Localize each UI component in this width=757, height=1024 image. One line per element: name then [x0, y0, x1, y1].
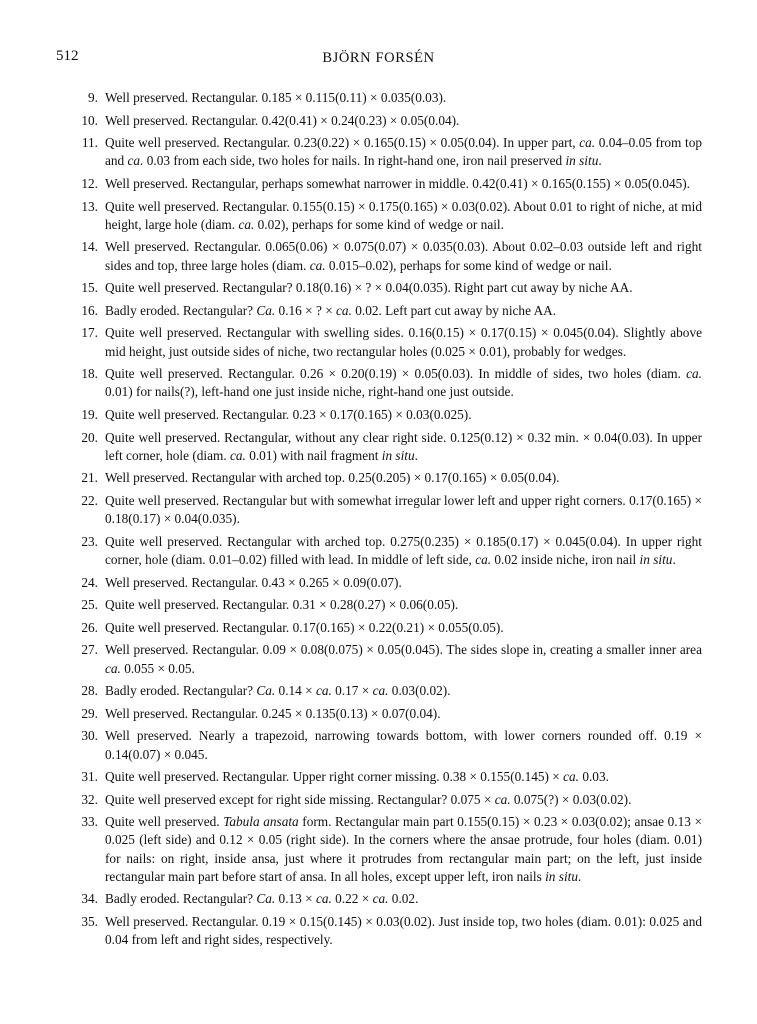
- entry-number: 19.: [81, 406, 98, 422]
- entry-text: Quite well preserved. Rectangular with swelling sides. 0.16(0.15) × 0.17(0.15) × 0.045(0.04). Slightly above mid height, just outside sides of niche, two rectangular holes (0.025 × 0.01), probably for wedges.: [105, 325, 702, 359]
- entry-number: 33.: [81, 814, 98, 830]
- entry-text: Badly eroded. Rectangular? Ca. 0.13 × ca. 0.22 × ca. 0.02.: [105, 891, 419, 907]
- entry-number: 9.: [88, 90, 98, 105]
- catalogue-entry: [56, 112, 702, 130]
- entry-number: 26.: [81, 619, 98, 635]
- italic-term: ca.: [686, 366, 702, 382]
- catalogue-entry: [56, 813, 702, 886]
- entry-text: Quite well preserved. Rectangular but with somewhat irregular lower left and upper right corners. 0.17(0.165) × 0.18(0.17) × 0.04(0.035).: [105, 492, 702, 527]
- entry-text: Quite well preserved. Rectangular. 0.26 × 0.20(0.19) × 0.05(0.03). In middle of sides, two holes (diam. ca. 0.01) for nails(?), left-hand one just inside niche, right-hand one just outside.: [105, 366, 702, 400]
- italic-term: ca.: [336, 302, 352, 318]
- entry-number: 18.: [81, 366, 98, 382]
- catalogue-entry: [56, 198, 702, 234]
- entry-number: 17.: [81, 325, 98, 341]
- entry-text: Quite well preserved. Rectangular. 0.23(0.22) × 0.165(0.15) × 0.05(0.04). In upper part, ca. 0.04–0.05 from top and ca. 0.03 from each side, two holes for nails. In right-hand one, iron nail preserved in situ.: [105, 135, 702, 169]
- italic-term: Ca.: [256, 683, 276, 699]
- catalogue-entry: [56, 279, 702, 297]
- entry-number: 20.: [81, 429, 98, 445]
- entry-number: 28.: [81, 683, 98, 699]
- entry-text: Well preserved. Rectangular. 0.185 × 0.115(0.11) × 0.035(0.03).: [105, 90, 447, 105]
- catalogue-entry: [56, 682, 702, 700]
- italic-term: Tabula ansata: [223, 814, 299, 830]
- entry-text: Well preserved. Rectangular. 0.19 × 0.15(0.145) × 0.03(0.02). Just inside top, two holes (diam. 0.01): 0.025 and 0.04 from left and right sides, respectively.: [105, 914, 702, 948]
- entry-text: Quite well preserved. Rectangular. 0.23 × 0.17(0.165) × 0.03(0.025).: [105, 406, 472, 422]
- italic-term: ca.: [127, 153, 144, 169]
- italic-term: in situ: [565, 153, 599, 169]
- entry-text: Well preserved. Rectangular with arched top. 0.25(0.205) × 0.17(0.165) × 0.05(0.04).: [105, 470, 560, 486]
- entry-text: Quite well preserved. Rectangular. 0.17(0.165) × 0.22(0.21) × 0.055(0.05).: [105, 619, 504, 635]
- italic-term: ca.: [579, 135, 596, 151]
- entry-number: 10.: [81, 112, 98, 128]
- entry-text: Badly eroded. Rectangular? Ca. 0.14 × ca. 0.17 × ca. 0.03(0.02).: [105, 683, 451, 699]
- italic-term: ca.: [238, 216, 255, 232]
- catalogue-entry: [56, 574, 702, 592]
- catalogue-entry: [56, 365, 702, 401]
- entry-text: Quite well preserved. Tabula ansata form. Rectangular main part 0.155(0.15) × 0.23 × 0.03(0.02); ansae 0.13 × 0.025 (left side) and 0.12 × 0.05 (right side). In the corners where the ansae protrude, four holes (diam. 0.01) for nails: on right, inside ansa, just where it protrudes from rectangular main part; on the left, just inside rectangular main part before start of ansa. In all holes, except upper left, iron nails in situ.: [105, 814, 703, 884]
- entry-number: 15.: [81, 280, 98, 296]
- italic-term: in situ: [639, 551, 673, 567]
- entry-number: 24.: [81, 574, 98, 590]
- catalogue-entry: [56, 727, 702, 763]
- italic-term: ca.: [563, 769, 579, 785]
- catalogue-entries: [56, 89, 702, 954]
- catalogue-entry: [56, 429, 702, 465]
- entry-text: Quite well preserved except for right side missing. Rectangular? 0.075 × ca. 0.075(?) × 0.03(0.02).: [105, 791, 632, 807]
- italic-term: ca.: [230, 447, 246, 463]
- italic-term: ca.: [105, 660, 121, 676]
- entry-text: Well preserved. Rectangular, perhaps somewhat narrower in middle. 0.42(0.41) × 0.165(0.155) × 0.05(0.045).: [105, 175, 691, 191]
- catalogue-entry: [56, 89, 702, 107]
- entry-text: Badly eroded. Rectangular? Ca. 0.16 × ? × ca. 0.02. Left part cut away by niche AA.: [105, 302, 557, 318]
- entry-text: Well preserved. Rectangular. 0.065(0.06) × 0.075(0.07) × 0.035(0.03). About 0.02–0.03 outside left and right sides and top, three large holes (diam. ca. 0.015–0.02), perhaps for some kind of wedge or nail.: [105, 239, 702, 273]
- italic-term: in situ: [545, 868, 578, 884]
- catalogue-entry: [56, 492, 702, 528]
- catalogue-entry: [56, 913, 702, 949]
- entry-number: 31.: [81, 769, 98, 785]
- entry-number: 23.: [81, 533, 98, 549]
- italic-term: ca.: [309, 257, 326, 273]
- catalogue-entry: [56, 238, 702, 274]
- catalogue-entry: [56, 469, 702, 487]
- entry-text: Quite well preserved. Rectangular? 0.18(0.16) × ? × 0.04(0.035). Right part cut away by niche AA.: [105, 280, 633, 296]
- entry-text: Quite well preserved. Rectangular with arched top. 0.275(0.235) × 0.185(0.17) × 0.045(0.04). In upper right corner, hole (diam. 0.01–0.02) filled with lead. In middle of left side, ca. 0.02 inside niche, iron nail in situ.: [105, 533, 702, 567]
- entry-number: 22.: [81, 492, 98, 508]
- entry-number: 14.: [81, 239, 98, 255]
- italic-term: ca.: [494, 791, 511, 807]
- entry-text: Well preserved. Rectangular. 0.09 × 0.08(0.075) × 0.05(0.045). The sides slope in, creating a smaller inner area ca. 0.055 × 0.05.: [105, 642, 702, 676]
- italic-term: ca.: [315, 683, 332, 699]
- italic-term: ca.: [315, 891, 332, 907]
- entry-text: Quite well preserved. Rectangular. Upper right corner missing. 0.38 × 0.155(0.145) × ca. 0.03.: [105, 769, 609, 785]
- entry-text: Quite well preserved. Rectangular. 0.31 × 0.28(0.27) × 0.06(0.05).: [105, 597, 459, 613]
- entry-number: 29.: [81, 705, 98, 721]
- catalogue-entry: [56, 175, 702, 193]
- italic-term: in situ: [381, 447, 415, 463]
- entry-number: 11.: [81, 135, 98, 151]
- catalogue-entry: [56, 641, 702, 677]
- entry-number: 25.: [81, 597, 98, 613]
- entry-text: Well preserved. Nearly a trapezoid, narrowing towards bottom, with lower corners rounded off. 0.19 × 0.14(0.07) × 0.045.: [105, 728, 702, 762]
- entry-text: Well preserved. Rectangular. 0.245 × 0.135(0.13) × 0.07(0.04).: [105, 705, 441, 721]
- entry-number: 12.: [81, 175, 98, 191]
- italic-term: ca.: [475, 551, 492, 567]
- entry-text: Well preserved. Rectangular. 0.43 × 0.265 × 0.09(0.07).: [105, 574, 402, 590]
- catalogue-entry: [56, 890, 702, 908]
- catalogue-entry: [56, 324, 702, 360]
- catalogue-entry: [56, 619, 702, 637]
- entry-number: 21.: [81, 470, 98, 486]
- running-head: BJÖRN FORSÉN: [322, 50, 435, 66]
- entry-number: 32.: [81, 791, 98, 807]
- entry-number: 27.: [81, 642, 98, 658]
- italic-term: ca.: [372, 891, 389, 907]
- entry-number: 30.: [81, 728, 98, 744]
- catalogue-entry: [56, 302, 702, 320]
- catalogue-entry: [56, 705, 702, 723]
- entry-number: 34.: [81, 891, 98, 907]
- entry-number: 35.: [81, 914, 98, 930]
- italic-term: Ca.: [256, 891, 276, 907]
- catalogue-entry: [56, 134, 702, 170]
- catalogue-entry: [56, 768, 702, 786]
- catalogue-entry: [56, 596, 702, 614]
- page-number: 512: [56, 48, 79, 64]
- catalogue-entry: [56, 791, 702, 809]
- catalogue-entry: [56, 406, 702, 424]
- entry-number: 13.: [81, 198, 98, 214]
- entry-text: Quite well preserved. Rectangular. 0.155(0.15) × 0.175(0.165) × 0.03(0.02). About 0.01 to right of niche, at mid height, large hole (diam. ca. 0.02), perhaps for some kind of wedge or nail.: [105, 198, 702, 232]
- entry-number: 16.: [81, 302, 98, 318]
- entry-text: Well preserved. Rectangular. 0.42(0.41) × 0.24(0.23) × 0.05(0.04).: [105, 112, 460, 128]
- italic-term: ca.: [372, 683, 389, 699]
- catalogue-entry: [56, 533, 702, 569]
- italic-term: Ca.: [256, 302, 276, 318]
- entry-text: Quite well preserved. Rectangular, without any clear right side. 0.125(0.12) × 0.32 min. × 0.04(0.03). In upper left corner, hole (diam. ca. 0.01) with nail fragment in situ.: [105, 429, 702, 463]
